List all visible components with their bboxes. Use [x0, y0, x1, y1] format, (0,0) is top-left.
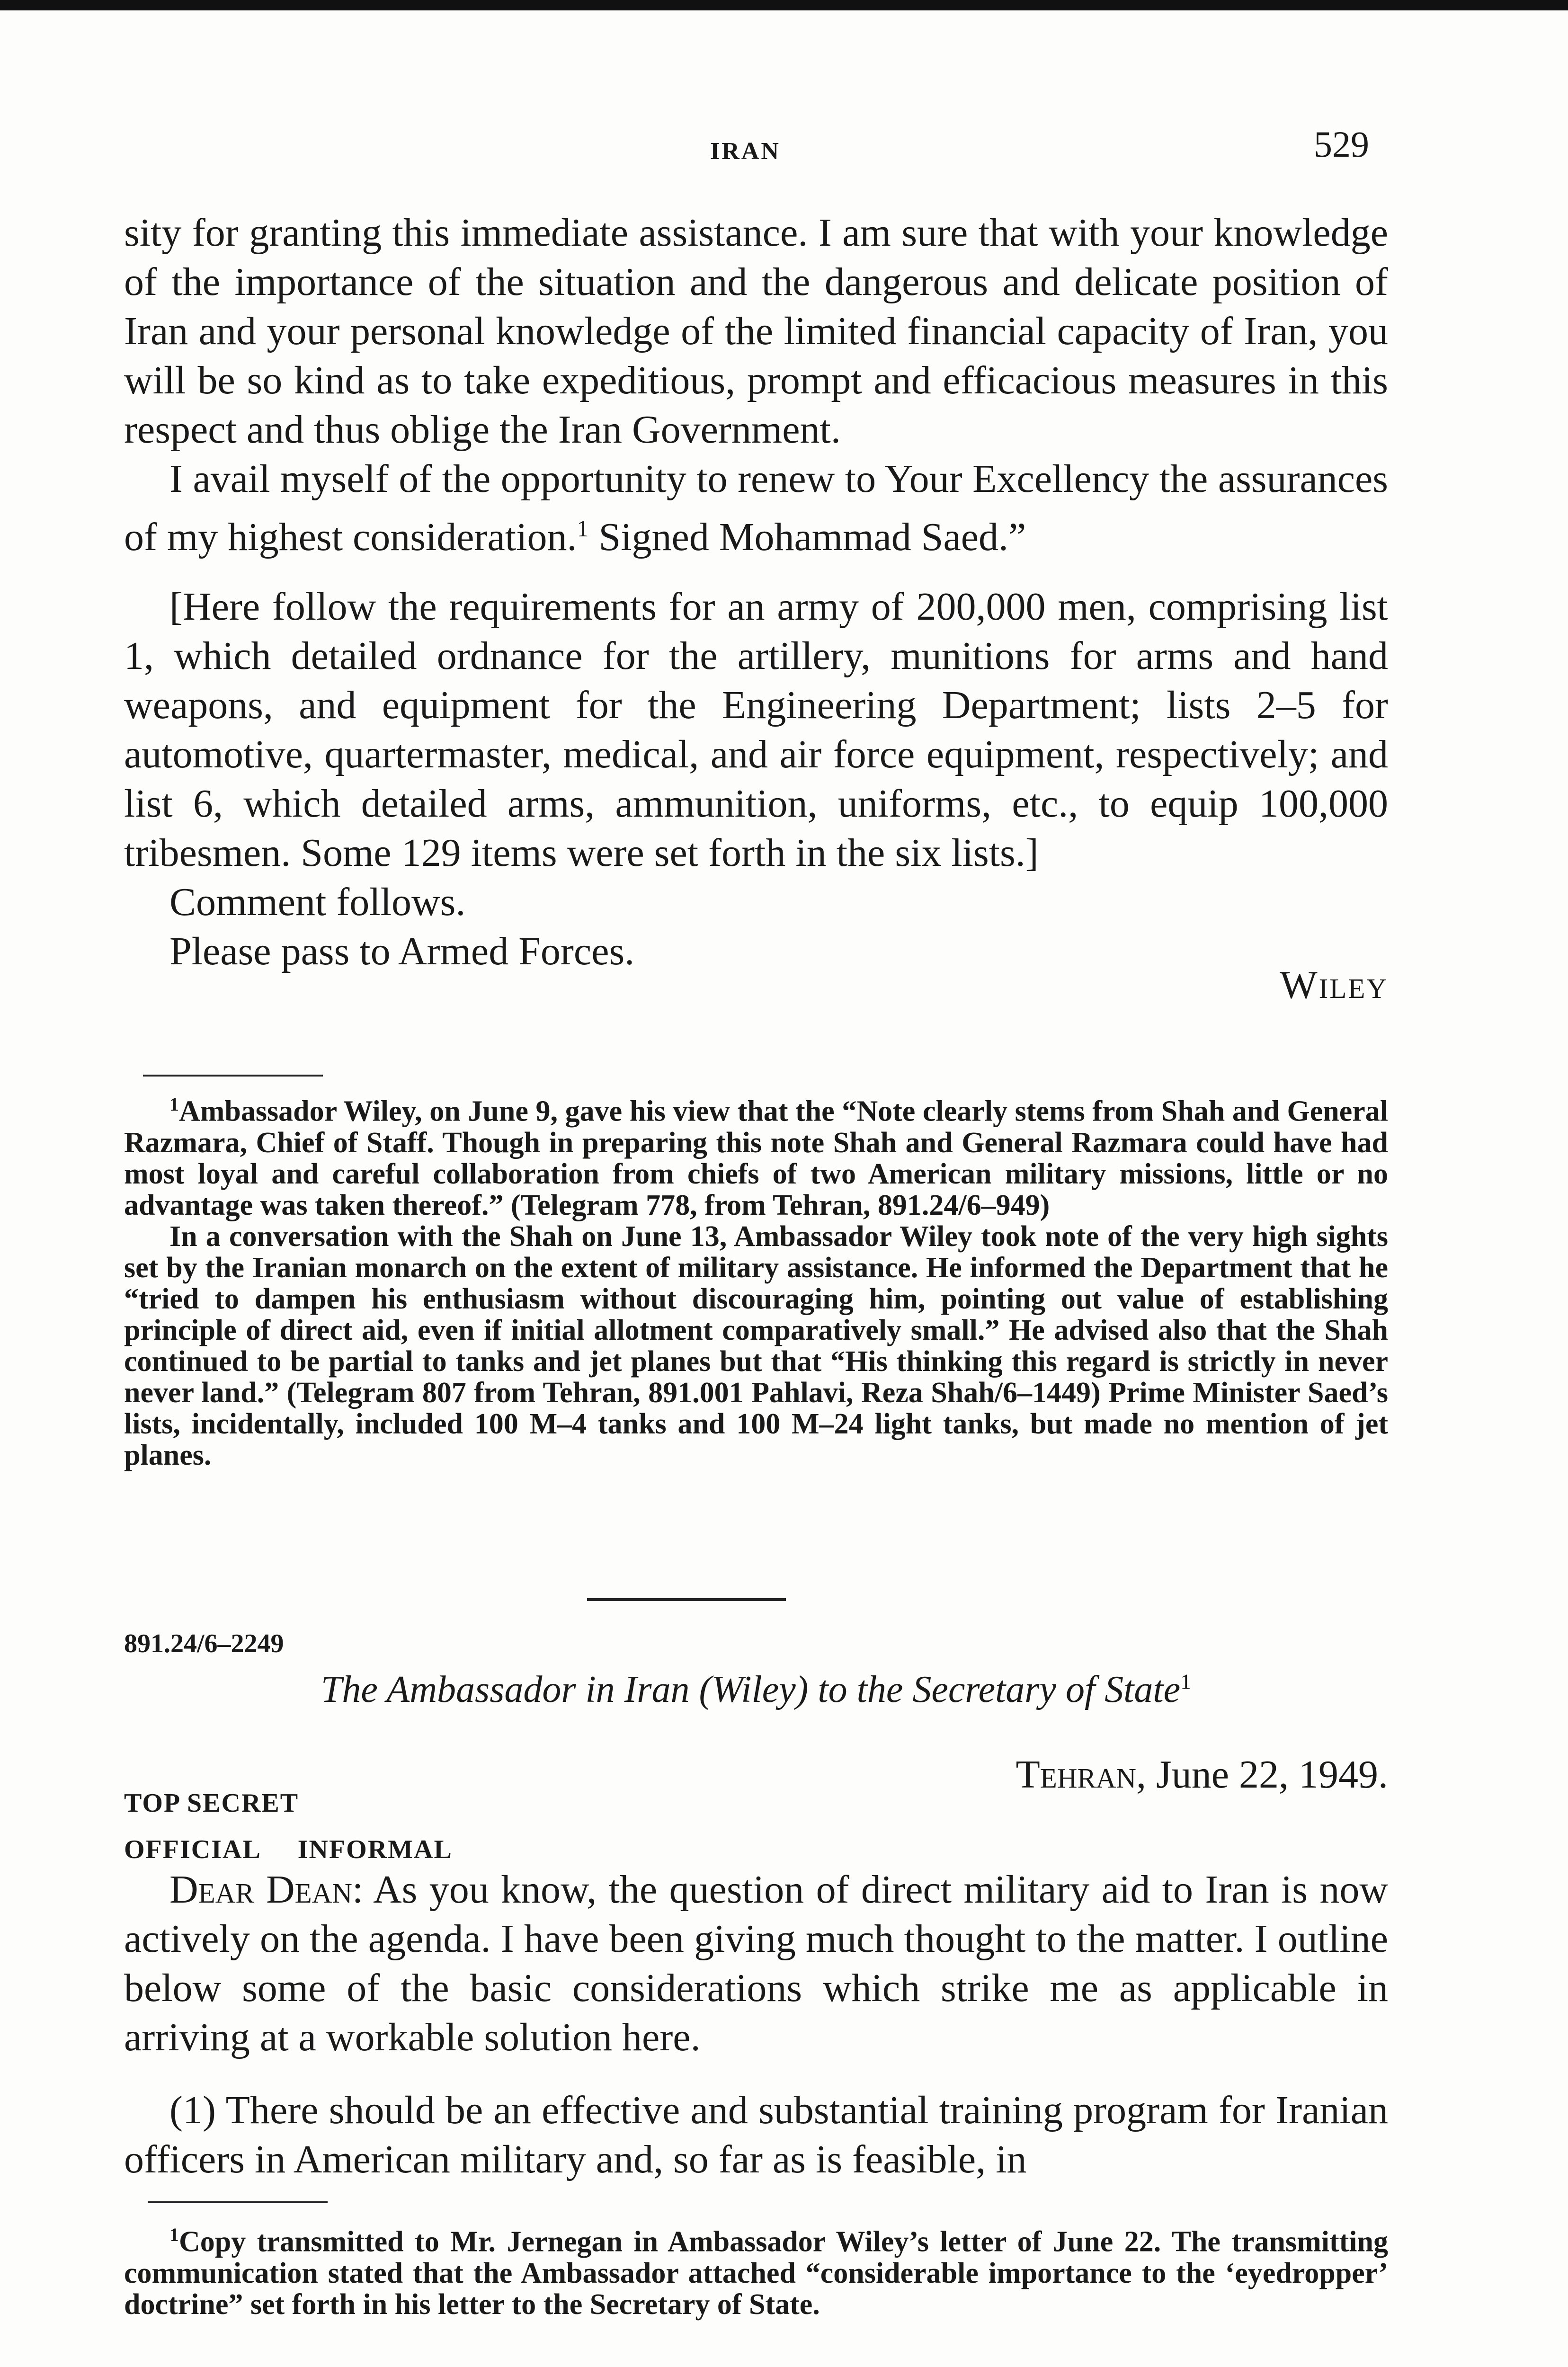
page-number: 529: [1314, 124, 1369, 165]
document-title-text: The Ambassador in Iran (Wiley) to the Secretary of State: [321, 1669, 1181, 1710]
footnote-2-text: Copy transmitted to Mr. Jernegan in Ambassador Wiley’s letter of June 22. The transmitting communication stated that the Ambassador attached “considerable importance to the ‘eyedropper’ doctrine” set forth in his letter to the Secretary of State.: [124, 2225, 1388, 2321]
salutation: Dear Dean:: [169, 1868, 364, 1912]
bracketed-summary: [Here follow the requirements for an army of 200,000 men, comprising list 1, which detailed ordnance for the artillery, munitions for arms and hand weapons, and equipment for the Engineering Department; lists 2–5 for automotive, quartermaster, medical, and air force equipment, respectively; and list 6, which detailed arms, ammunition, uniforms, etc., to equip 100,000 tribesmen. Some 129 items were set forth in the six lists.]: [124, 585, 1388, 875]
please-pass-line: Please pass to Armed Forces.: [169, 929, 635, 973]
footnote-paragraph: [124, 1089, 1388, 1221]
footnote-reference: 1: [577, 515, 589, 542]
running-head: IRAN: [710, 138, 781, 165]
letter-paragraph-1: [124, 1865, 1388, 2062]
section-divider: [587, 1598, 786, 1601]
top-section: [124, 208, 1388, 562]
footnote-2-marker: 1: [169, 2224, 179, 2245]
footnote-rule: [143, 1075, 323, 1077]
continuation-paragraph: sity for granting this immediate assistance. I am sure that with your knowledge of the importance of the situation and the dangerous and delicate position of Iran and your personal knowledge of the limited financial capacity of Iran, you will be so kind as to take expeditious, prompt and efficacious measures in this respect and thus oblige the Iran Government.: [124, 211, 1388, 452]
footnote-paragraph-2: In a conversation with the Shah on June 13, Ambassador Wiley took note of the very high sights set by the Iranian monarch on the extent of military assistance. He informed the Department that he “tried to dampen his enthusiasm without discouraging him, pointing out value of establishing principle of direct aid, even if initial allotment comparatively small.” He advised also that the Shah continued to be partial to tanks and jet planes but that “His thinking this regard is strictly in never never land.” (Telegram 807 from Tehran, 891.001 Pahlavi, Reza Shah/6–1449) Prime Minister Saed’s lists, incidentally, included 100 M–4 tanks and 100 M–24 light tanks, but made no mention of jet planes.: [124, 1220, 1388, 1471]
footnote-marker: 1: [169, 1094, 179, 1115]
title-footnote-reference: 1: [1180, 1669, 1192, 1694]
closing-text: I avail myself of the opportunity to renew to Your Excellency the assurances of my highest consideration.: [124, 457, 1388, 559]
document-2-body: [124, 1865, 1388, 2184]
footnote-text: Ambassador Wiley, on June 9, gave his view that the “Note clearly stems from Shah and General Razmara, Chief of Staff. Though in preparing this note Shah and General Razmara could have had most loyal and careful collaboration from chiefs of two American military missions, little or no advantage was taken thereof.” (Telegram 778, from Tehran, 891.24/6–949): [124, 1095, 1388, 1221]
file-number: 891.24/6–2249: [124, 1629, 284, 1658]
signature: Wiley: [1280, 963, 1388, 1007]
classification-official-informal: OFFICIAL INFORMAL: [124, 1835, 453, 1864]
document-2-header: [124, 1628, 1388, 1711]
footnote-2: [124, 2201, 1388, 2320]
dateline-date: , June 22, 1949.: [1136, 1753, 1388, 1797]
letter-text-1: As you know, the question of direct military aid to Iran is now actively on the agenda. I have been giving much thought to the matter. I outline below some of the basic considerations which strike me as applicable in arriving at a workable solution here.: [124, 1868, 1389, 2059]
letter-paragraph-2: (1) There should be an effective and substantial training program for Iranian officers in American military and, so far as is feasible, in: [124, 2088, 1388, 2181]
footnote-rule-2: [148, 2201, 328, 2203]
bracket-section: [124, 582, 1388, 1008]
classification-top-secret: TOP SECRET: [124, 1789, 299, 1818]
document-2-meta: [124, 1752, 1388, 1865]
footnote-1: [124, 1075, 1388, 1471]
comment-line: Comment follows.: [169, 880, 466, 924]
document-title: [124, 1668, 1388, 1711]
closing-paragraph: [124, 454, 1388, 562]
scan-edge: [0, 0, 1568, 10]
closing-signed: Signed Mohammad Saed.”: [588, 515, 1026, 559]
dateline-place: Tehran: [1016, 1753, 1137, 1797]
footnote-2-paragraph: [124, 2219, 1388, 2320]
